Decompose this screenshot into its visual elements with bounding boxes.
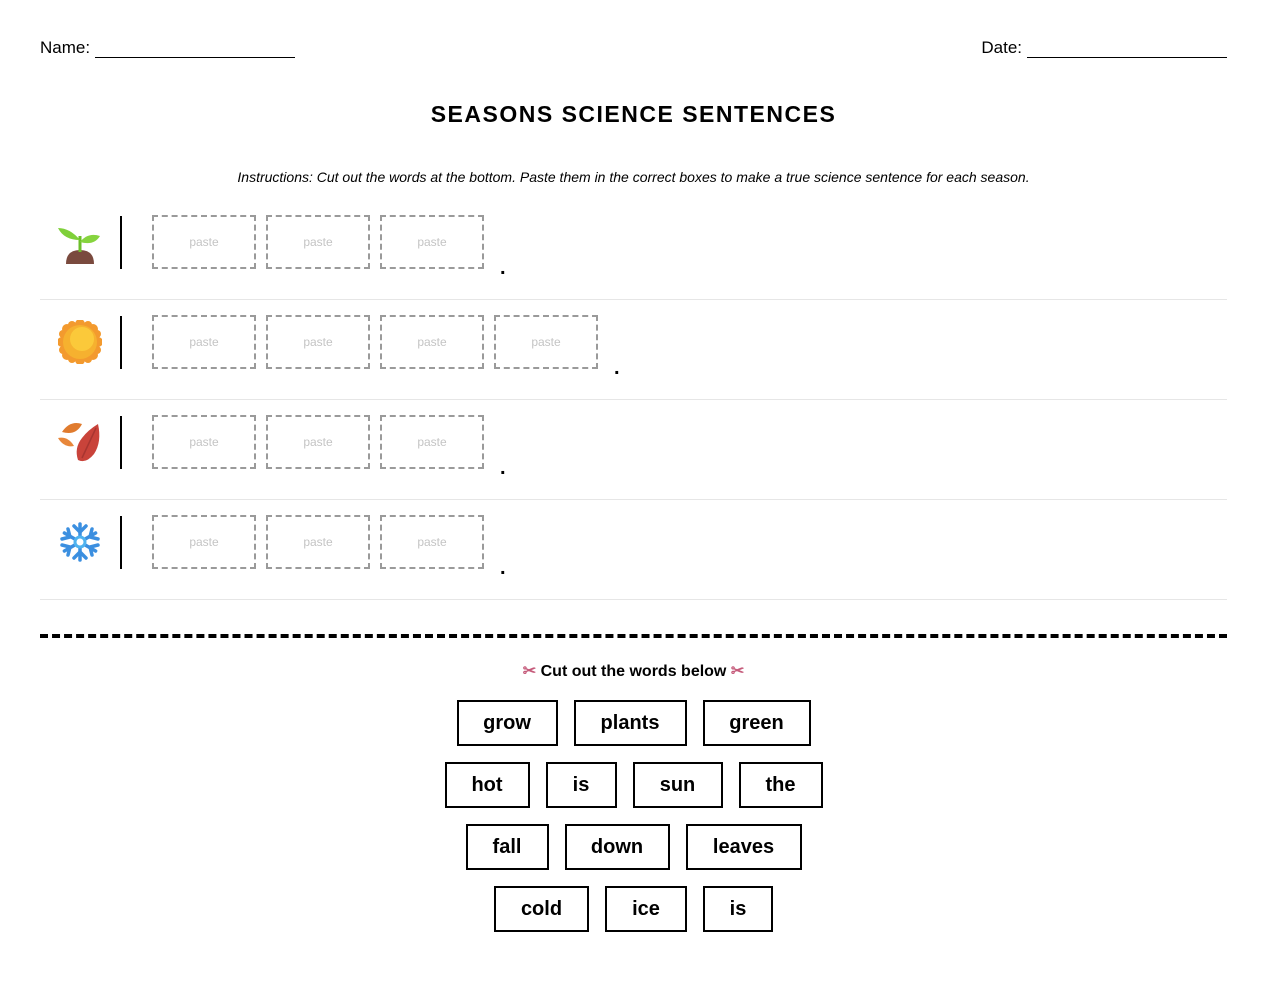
word-card[interactable]: hot <box>445 762 530 808</box>
sentence-period: . <box>614 357 620 379</box>
row-divider <box>120 316 122 369</box>
sentence-period: . <box>500 557 506 579</box>
row-divider <box>120 516 122 569</box>
cut-label <box>40 661 1227 681</box>
paste-box[interactable]: paste <box>266 415 370 469</box>
paste-box[interactable]: paste <box>152 215 256 269</box>
sentence-period: . <box>500 257 506 279</box>
header-row <box>40 38 1227 62</box>
paste-box[interactable]: paste <box>266 515 370 569</box>
paste-box[interactable]: paste <box>380 215 484 269</box>
scissors-icon: ✂ <box>730 663 745 680</box>
paste-box[interactable]: paste <box>152 515 256 569</box>
page-title: SEASONS SCIENCE SENTENCES <box>430 101 837 127</box>
word-card[interactable]: fall <box>466 824 549 870</box>
paste-box[interactable]: paste <box>152 415 256 469</box>
instructions: Instructions: Cut out the words at the bottom. Paste them in the correct boxes to make a true science sentence for each season. <box>237 169 1030 185</box>
paste-boxes <box>152 215 506 279</box>
season-row-fall <box>40 400 1227 500</box>
paste-box[interactable]: paste <box>380 315 484 369</box>
word-row <box>40 700 1227 746</box>
scissors-icon: ✂ <box>522 663 537 680</box>
cut-label-text: Cut out the words below <box>540 663 727 680</box>
seedling-icon <box>58 220 102 264</box>
season-row-spring <box>40 200 1227 300</box>
paste-boxes <box>152 415 506 479</box>
word-card[interactable]: leaves <box>686 824 802 870</box>
date-label: Date: <box>981 38 1022 57</box>
name-field <box>40 38 295 58</box>
snowflake-icon <box>58 520 102 564</box>
paste-box[interactable]: paste <box>152 315 256 369</box>
season-row-winter <box>40 500 1227 600</box>
paste-box[interactable]: paste <box>266 315 370 369</box>
season-row-summer <box>40 300 1227 400</box>
word-card[interactable]: cold <box>494 886 589 932</box>
sentence-period: . <box>500 457 506 479</box>
word-card[interactable]: grow <box>457 700 558 746</box>
fallen-leaves-icon <box>58 420 102 464</box>
word-card[interactable]: ice <box>605 886 687 932</box>
word-card[interactable]: down <box>565 824 670 870</box>
row-divider <box>120 416 122 469</box>
word-card[interactable]: is <box>546 762 617 808</box>
paste-box[interactable]: paste <box>494 315 598 369</box>
name-label: Name: <box>40 38 91 57</box>
paste-box[interactable]: paste <box>266 215 370 269</box>
word-row <box>40 824 1227 870</box>
word-card[interactable]: is <box>703 886 773 932</box>
word-card[interactable]: the <box>739 762 823 808</box>
paste-box[interactable]: paste <box>380 415 484 469</box>
date-field <box>981 38 1227 58</box>
name-line[interactable] <box>95 41 295 58</box>
word-row <box>40 886 1227 932</box>
sun-icon <box>58 320 102 364</box>
paste-boxes <box>152 315 620 379</box>
paste-boxes <box>152 515 506 579</box>
paste-box[interactable]: paste <box>380 515 484 569</box>
date-line[interactable] <box>1027 41 1227 58</box>
row-divider <box>120 216 122 269</box>
word-card[interactable]: plants <box>574 700 687 746</box>
cut-line <box>40 634 1227 638</box>
word-card[interactable]: green <box>703 700 811 746</box>
word-card[interactable]: sun <box>633 762 723 808</box>
word-row <box>40 762 1227 808</box>
